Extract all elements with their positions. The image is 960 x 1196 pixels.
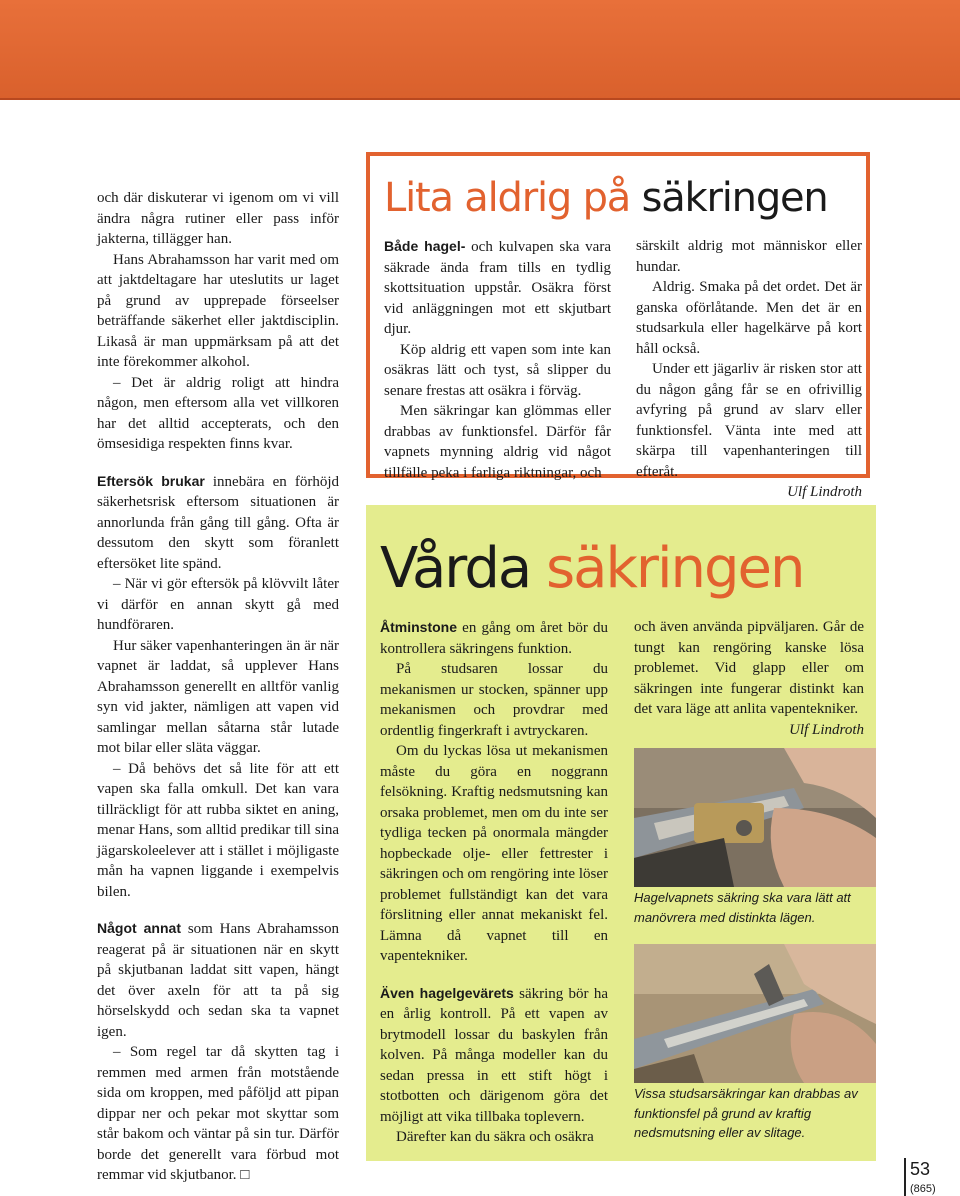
box-title: Vårda säkringen <box>380 536 804 601</box>
paragraph: och där diskuterar vi igenom om vi vill ändra några rutiner eller pass inför jakterna, tillägger han. <box>97 190 339 247</box>
photo-shotgun-safety <box>634 748 876 887</box>
photo-caption: Vissa studsarsäkringar kan drabbas av funktionsfel på grund av kraftig nedsmutsning eller av slitage. <box>634 1086 858 1140</box>
page-number-rule <box>904 1158 906 1196</box>
signature: Ulf Lindroth <box>787 484 862 500</box>
paragraph: På studsaren lossar du mekanismen ur stocken, spänner upp mekanismen och provdrar med ordentlig fingerkraft i avtryckaren. <box>380 661 608 739</box>
lead-in: Åtminstone <box>380 619 457 635</box>
paragraph: och även använda pipväljaren. Går de tungt kan rengöring kanske lösa problemet. Vid glapp eller om säkringen inte fungerar distinkt kan det vara läge att anlita vapentekniker. <box>634 619 864 717</box>
paragraph: – Det är aldrig roligt att hindra någon, men eftersom alla vet villkoren har det alltid accepterats, och den ömsesidiga respekten finns kvar. <box>97 374 339 452</box>
page-number-sub: (865) <box>910 1183 936 1195</box>
lead-in: Något annat <box>97 920 181 936</box>
paragraph: Aldrig. Smaka på det ordet. Det är ganska oförlåtande. Men det är en studsarkula eller hagelkärve på kort håll också. <box>636 279 862 357</box>
paragraph: – Då behövs det så lite för att ett vapen ska falla omkull. Det kan vara tillräckligt för att rubba siktet en aning, menar Hans, som alltid predikar till sina jägarskoleelever att i stället i möjligaste mån ha vapnen liggande i exempelvis bilen. <box>97 760 339 900</box>
paragraph: Hans Abrahamsson har varit med om att jaktdeltagare har uteslutits ur laget på grund av upprepade förseelser beträffande säkerhet eller jaktdisciplin. Likaså är man uppmärksam på att det inte förekommer alkohol. <box>97 251 339 370</box>
box-column-2 <box>634 617 864 740</box>
photo-rifle-safety <box>634 944 876 1083</box>
signature: Ulf Lindroth <box>789 721 864 738</box>
lead-in: Även hagelgevärets <box>380 984 514 1001</box>
lead-in: Både hagel- <box>384 238 466 254</box>
paragraph: Under ett jägarliv är risken stor att du någon gång får se en ofrivillig avfyring på grund av slarv eller funktionsfel. Vänta inte med att skärpa till vapenhanteringen till efteråt. <box>636 361 862 480</box>
box-column-1: Åtminstone en gång om året bör du kontrollera säkringens funktion. På studsaren lossar du mekanismen ur stocken, spänner upp mekanismen och provdrar med ordentlig fingerkraft i avtryckaren. Om du lyckas lösa ut mekanismen måste du göra en noggrann felsökning. Kraftig nedsmutsning kan orsaka problemet, men om du inte ser tydliga tecken på onormala mängder hopbeckade olje- eller fettrester i säkringen och om rengöring inte löser problemet fullständigt kan det vara förslitning eller annat mekaniskt fel. Lämna då vapnet till en vapentekniker. Även hagelgevärets säkring bör ha en årlig kontroll. På ett vapen av brytmodell lossar du baskylen från kolven. På många modeller kan du sedan pressa in ett stift högt i stotbotten och därigenom göra det möjligt att vika tillbaka toplevern. Därefter kan du säkra och osäkra <box>380 617 608 1148</box>
box-column-1: Både hagel- och kulvapen ska vara säkrade ända fram tills en tydlig skottsituation uppstår. Osäkra först vid anläggningen mot ett skjutbart djur. Köp aldrig ett vapen som inte kan osäkras lätt och tyst, så slipper du senare frestas att osäkra i förväg. Men säkringar kan glömmas eller drabbas av funktionsfel. Därför får vapnets mynning aldrig vid något tillfälle peka i farliga riktningar, och <box>384 236 611 483</box>
paragraph: – Som regel tar då skytten tag i remmen med armen från motstående sida om kroppen, med påföljd att pipan dippar ner och pekar mot skyttar som står bakom och väntar på sin tur. Därför borde det generellt vara förbud mot remmar vid skjutbanor. □ <box>97 1044 339 1183</box>
box-column-2 <box>636 236 862 503</box>
paragraph: Eftersök brukar innebära en förhöjd säkerhetsrisk eftersom situationen är annorlunda från gång till gång. Ofta är dessutom den skytt som föranlett eftersöket lite spänd. <box>97 472 339 572</box>
paragraph: – När vi gör eftersök på klövvilt låter vi därför en annan skytt gå med hundföraren. <box>97 576 339 633</box>
sidebar-box-varda <box>366 505 876 1161</box>
paragraph: Om du lyckas lösa ut mekanismen måste du göra en noggrann felsökning. Kraftig nedsmutsning kan orsaka problemet, men om du inte ser tydliga tecken på onormala mängder hopbeckade olje- eller fettrester i säkringen och om rengöring inte löser problemet fullständigt kan det vara förslitning eller annat mekaniskt fel. Lämna då vapnet till en vapentekniker. <box>380 743 608 964</box>
paragraph: Köp aldrig ett vapen som inte kan osäkras lätt och tyst, så slipper du senare frestas att osäkra i förväg. <box>384 341 611 399</box>
paragraph: Därefter kan du säkra och osäkra <box>396 1129 594 1145</box>
paragraph: Något annat som Hans Abrahamsson reagerat på är situationen när en skytt på skjutbanan laddat sitt vapen, hängt det över axeln för att ta på sig hörselskydd och sedan ska ta vapnet igen. <box>97 920 339 1040</box>
lead-in: Eftersök brukar <box>97 472 205 489</box>
paragraph: Hur säker vapenhanteringen än är när vapnet är laddat, så upplever Hans Abrahamsson generellt en alltför vanlig syn vid jakter, nämligen att vapen vid samlingar mellan såtarna står lutade mot bilar eller släta väggar. <box>97 637 339 756</box>
paragraph: särskilt aldrig mot människor eller hundar. <box>636 238 862 275</box>
paragraph: Men säkringar kan glömmas eller drabbas av funktionsfel. Därför får vapnets mynning aldrig vid något tillfälle peka i farliga riktningar, och <box>384 403 611 481</box>
page-number: 53 <box>910 1159 931 1179</box>
main-article-column <box>97 188 339 1186</box>
box-title: Lita aldrig på säkringen <box>384 175 828 221</box>
end-mark: □ <box>240 1167 250 1183</box>
header-band <box>0 0 960 100</box>
photo-caption: Hagelvapnets säkring ska vara lätt att manövrera med distinkta lägen. <box>634 890 851 925</box>
sidebar-box-lita-aldrig <box>366 152 870 500</box>
